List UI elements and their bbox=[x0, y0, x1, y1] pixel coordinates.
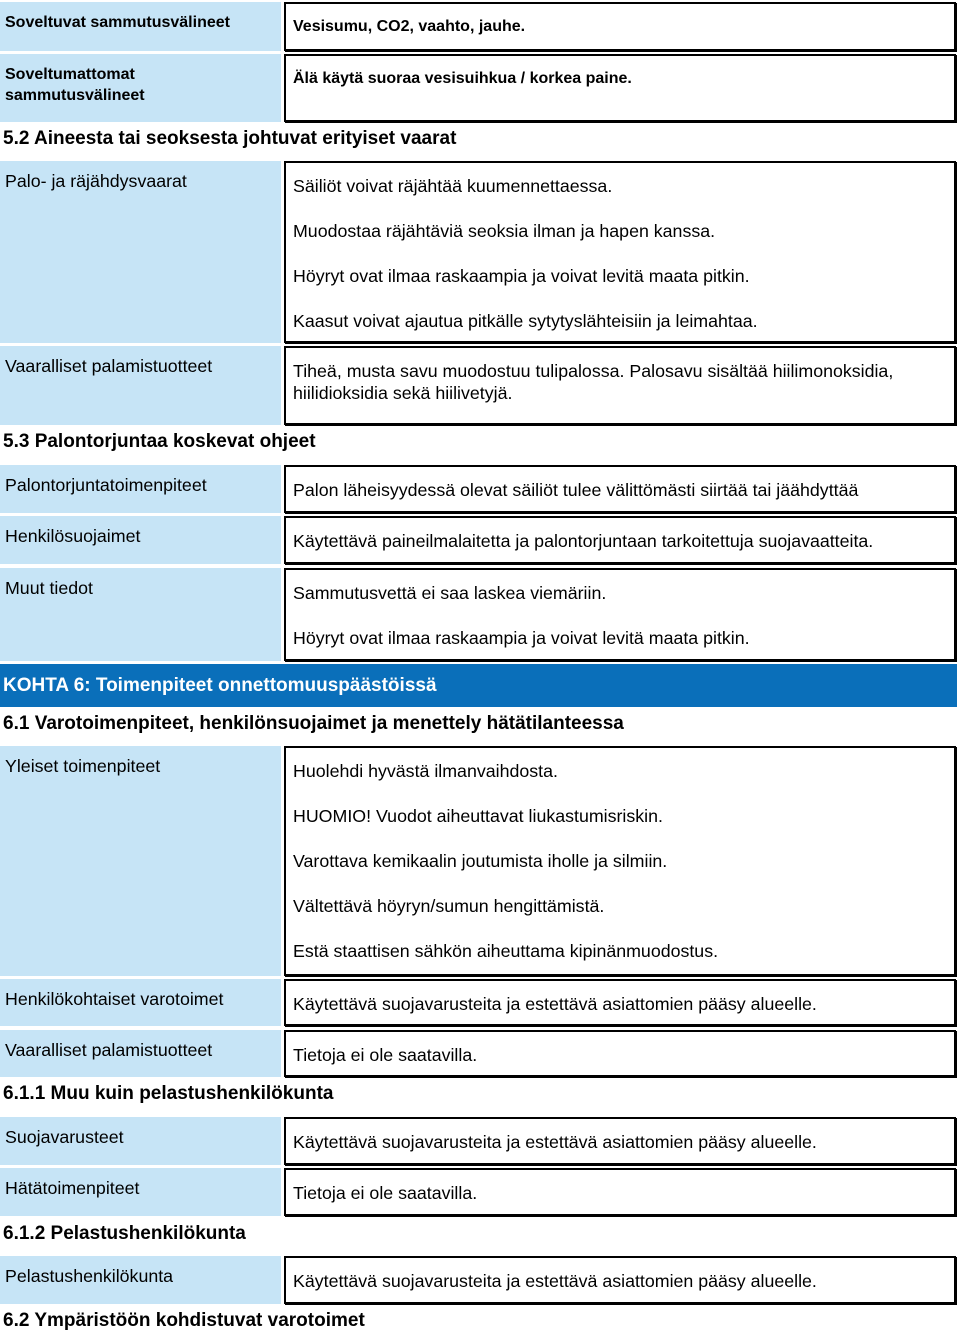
field-label: Hätätoimenpiteet bbox=[0, 1168, 281, 1216]
field-value-box bbox=[284, 1030, 956, 1077]
section-heading-5-2: 5.2 Aineesta tai seoksesta johtuvat erityiset vaarat bbox=[3, 128, 457, 149]
field-value-line: Palon läheisyydessä olevat säiliöt tulee välittömästi siirtää tai jäähdyttää bbox=[293, 480, 859, 500]
field-label: Suojavarusteet bbox=[0, 1117, 281, 1165]
field-value-box bbox=[284, 1256, 956, 1304]
field-label: Pelastushenkilökunta bbox=[0, 1256, 281, 1304]
field-value-line: Sammutusvettä ei saa laskea viemäriin. bbox=[293, 583, 607, 603]
field-value-box bbox=[284, 568, 956, 661]
field-value-box bbox=[284, 2, 956, 51]
field-value-line: Säiliöt voivat räjähtää kuumennettaessa. bbox=[293, 176, 613, 196]
field-value-box bbox=[284, 465, 956, 513]
field-label: Henkilökohtaiset varotoimet bbox=[0, 979, 281, 1026]
field-value-line: Huolehdi hyvästä ilmanvaihdosta. bbox=[293, 761, 558, 781]
field-value-line: Käytettävä paineilmalaitetta ja palontorjuntaan tarkoitettuja suojavaatteita. bbox=[293, 531, 874, 551]
field-label: Yleiset toimenpiteet bbox=[0, 746, 281, 976]
field-value-line: HUOMIO! Vuodot aiheuttavat liukastumisriskin. bbox=[293, 806, 663, 826]
section-heading-6-1: 6.1 Varotoimenpiteet, henkilönsuojaimet ja menettely hätätilanteessa bbox=[3, 713, 624, 734]
section-heading-6-1-1: 6.1.1 Muu kuin pelastushenkilökunta bbox=[3, 1083, 334, 1104]
field-value-box bbox=[284, 346, 956, 425]
field-value-line: Vesisumu, CO2, vaahto, jauhe. bbox=[293, 18, 526, 35]
field-value-line: Varottava kemikaalin joutumista iholle ja silmiin. bbox=[293, 851, 668, 871]
field-value-line: Estä staattisen sähkön aiheuttama kipinänmuodostus. bbox=[293, 941, 719, 961]
field-label: Henkilösuojaimet bbox=[0, 516, 281, 564]
field-value-line: Älä käytä suoraa vesisuihkua / korkea paine. bbox=[293, 70, 632, 87]
field-label: Palo- ja räjähdysvaarat bbox=[0, 161, 281, 343]
field-label: Vaaralliset palamistuotteet bbox=[0, 346, 281, 425]
field-value-line: Käytettävä suojavarusteita ja estettävä asiattomien pääsy alueelle. bbox=[293, 994, 817, 1014]
field-value-box bbox=[284, 979, 956, 1026]
field-value-line: Muodostaa räjähtäviä seoksia ilman ja hapen kanssa. bbox=[293, 221, 716, 241]
field-value-box bbox=[284, 1168, 956, 1216]
field-value-line: Vältettävä höyryn/sumun hengittämistä. bbox=[293, 896, 605, 916]
field-value-box bbox=[284, 746, 956, 976]
field-value-line: Tietoja ei ole saatavilla. bbox=[293, 1183, 478, 1203]
field-value-line: Höyryt ovat ilmaa raskaampia ja voivat levitä maata pitkin. bbox=[293, 266, 750, 286]
field-label: Palontorjuntatoimenpiteet bbox=[0, 465, 281, 513]
field-label: Vaaralliset palamistuotteet bbox=[0, 1030, 281, 1077]
section-banner-6: KOHTA 6: Toimenpiteet onnettomuuspäästöissä bbox=[0, 664, 957, 707]
field-value-line: Käytettävä suojavarusteita ja estettävä asiattomien pääsy alueelle. bbox=[293, 1132, 817, 1152]
field-value-line: Käytettävä suojavarusteita ja estettävä asiattomien pääsy alueelle. bbox=[293, 1271, 817, 1291]
field-value-box bbox=[284, 516, 956, 564]
field-value-line: Höyryt ovat ilmaa raskaampia ja voivat levitä maata pitkin. bbox=[293, 628, 750, 648]
field-value-line: Kaasut voivat ajautua pitkälle sytytyslähteisiin ja leimahtaa. bbox=[293, 311, 758, 331]
field-label bbox=[0, 2, 281, 51]
field-label: Muut tiedot bbox=[0, 568, 281, 661]
field-value-line: Tietoja ei ole saatavilla. bbox=[293, 1045, 478, 1065]
field-label-text: Soveltuvat sammutusvälineet bbox=[5, 14, 230, 31]
section-heading-6-1-2: 6.1.2 Pelastushenkilökunta bbox=[3, 1223, 246, 1244]
field-label bbox=[0, 54, 281, 122]
field-label-text: Soveltumattomat sammutusvälineet bbox=[5, 66, 145, 104]
section-heading-5-3: 5.3 Palontorjuntaa koskevat ohjeet bbox=[3, 431, 316, 452]
field-value-box bbox=[284, 1117, 956, 1165]
field-value-box bbox=[284, 161, 956, 343]
field-value-box bbox=[284, 54, 956, 122]
section-heading-6-2: 6.2 Ympäristöön kohdistuvat varotoimet bbox=[3, 1310, 365, 1331]
field-value-line: Tiheä, musta savu muodostuu tulipalossa. Palosavu sisältää hiilimonoksidia, hiilidioksidia sekä hiilivetyjä. bbox=[293, 361, 894, 403]
